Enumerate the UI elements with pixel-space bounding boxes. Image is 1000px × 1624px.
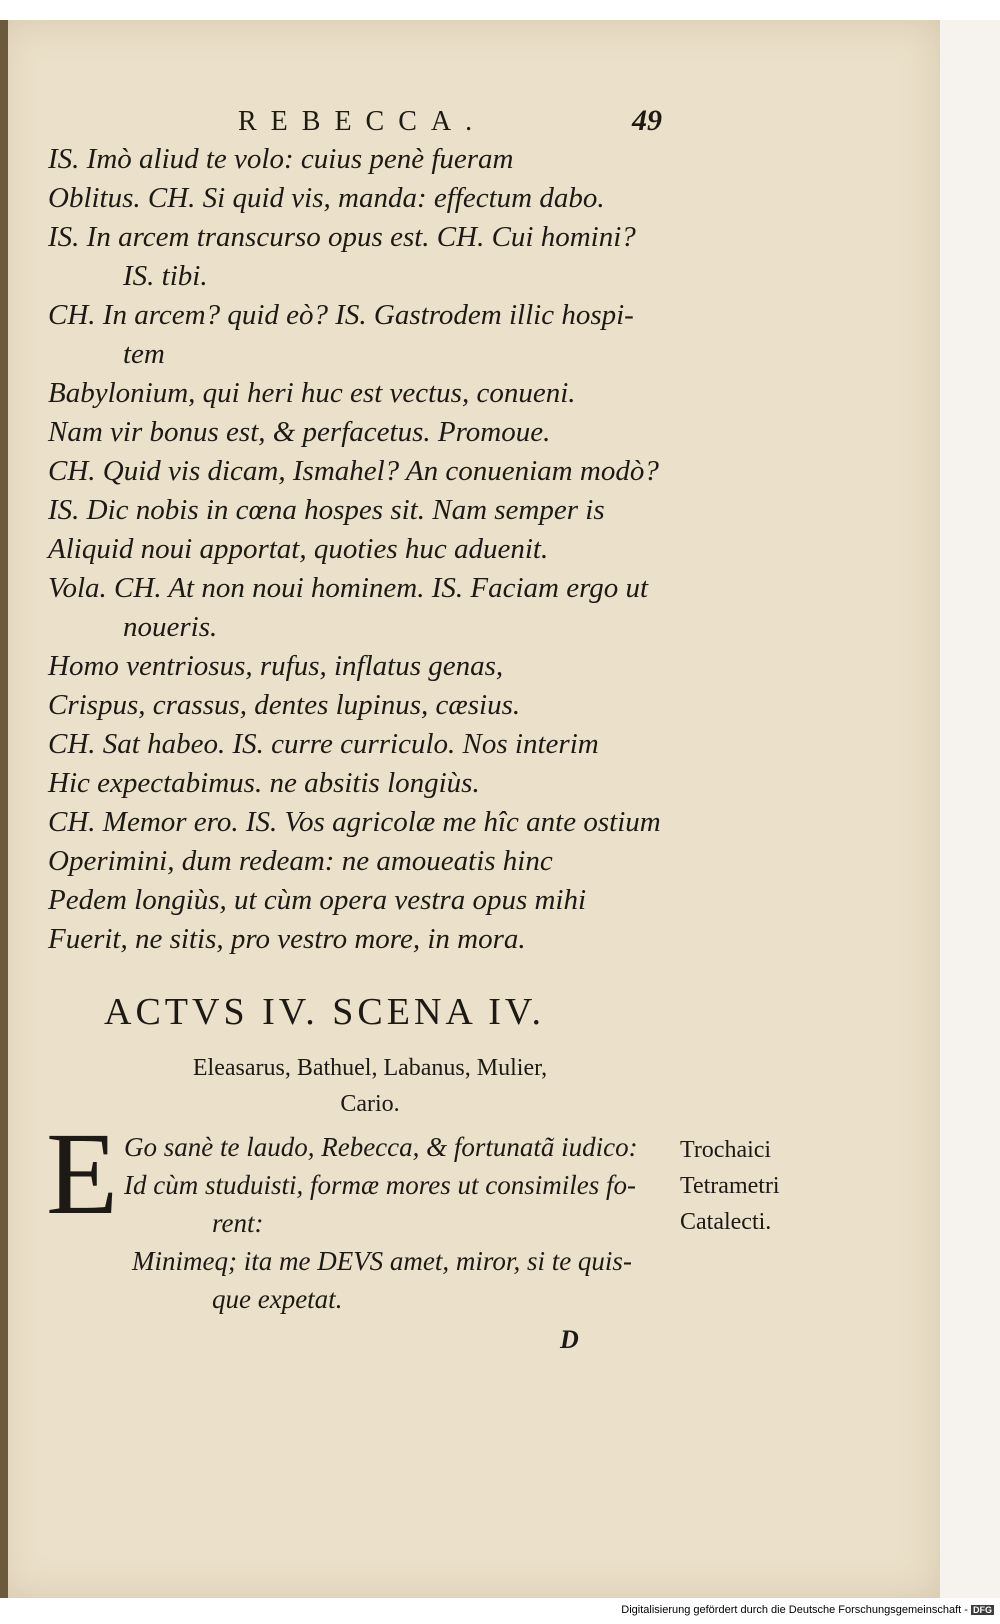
verse-line: Hic expectabimus. ne absitis longiùs.: [48, 767, 480, 799]
page-number: 49: [632, 104, 662, 137]
marginal-note-line: Catalecti.: [680, 1209, 772, 1235]
verse-line: IS. tibi.: [123, 260, 208, 292]
verse-line: IS. Imò aliud te volo: cuius penè fueram: [48, 143, 514, 175]
verse-line: CH. Sat habeo. IS. curre curriculo. Nos interim: [48, 728, 599, 760]
page-margin-right: [940, 20, 1000, 1598]
verse-line: IS. In arcem transcurso opus est. CH. Cui homini?: [48, 221, 636, 253]
act-scene-heading: ACTVS IV. SCENA IV.: [104, 991, 545, 1033]
scene-opening-verse: [124, 1128, 684, 1318]
verse-line: Pedem longiùs, ut cùm opera vestra opus mihi: [48, 884, 587, 916]
verse-line: tem: [123, 338, 165, 370]
verse-line: Crispus, crassus, dentes lupinus, cæsius.: [48, 689, 521, 721]
digitization-credit: [621, 1604, 994, 1616]
personae-line: Eleasarus, Bathuel, Labanus, Mulier,: [192, 1055, 548, 1081]
dfg-logo: DFG: [973, 1605, 992, 1615]
signature-mark: D: [560, 1325, 579, 1354]
verse-line: Fuerit, ne sitis, pro vestro more, in mora.: [48, 923, 526, 955]
verse-line: Operimini, dum redeam: ne amoueatis hinc: [48, 845, 553, 877]
verse-line: Oblitus. CH. Si quid vis, manda: effectum dabo.: [48, 182, 605, 214]
scene-verse-line: Minimeq; ita me DEVS amet, miror, si te quis-: [132, 1246, 632, 1276]
dramatis-personae: [150, 1050, 590, 1122]
page-header: [0, 88, 940, 148]
verse-line: Aliquid noui apportat, quoties huc aduenit.: [48, 533, 549, 565]
binding-edge: [0, 20, 8, 1598]
credit-text: Digitalisierung gefördert durch die Deutsche Forschungsgemeinschaft -: [621, 1604, 968, 1616]
verse-line: Nam vir bonus est, & perfacetus. Promoue.: [48, 416, 551, 448]
verse-line: CH. Quid vis dicam, Ismahel? An conueniam modò?: [48, 455, 659, 487]
marginal-note-line: Trochaici: [680, 1137, 772, 1163]
scene-verse-line: Id cùm studuisti, formæ mores ut consimiles fo-: [124, 1170, 636, 1200]
verse-line: IS. Dic nobis in cœna hospes sit. Nam semper is: [48, 494, 605, 526]
marginal-note: [680, 1132, 780, 1240]
verse-line: noueris.: [123, 611, 218, 643]
dialogue-verse: [48, 140, 688, 959]
scene-verse-line: que expetat.: [212, 1284, 343, 1314]
verse-line: Babylonium, qui heri huc est vectus, conueni.: [48, 377, 576, 409]
running-head: REBECCA.: [238, 106, 487, 137]
personae-line: Cario.: [340, 1091, 400, 1117]
verse-line: CH. Memor ero. IS. Vos agricolæ me hîc ante ostium: [48, 806, 661, 838]
verse-line: Vola. CH. At non noui hominem. IS. Faciam ergo ut: [48, 572, 649, 604]
verse-line: CH. In arcem? quid eò? IS. Gastrodem illic hospi-: [48, 299, 634, 331]
scene-verse-line: rent:: [212, 1208, 264, 1238]
scene-verse-line: Go sanè te laudo, Rebecca, & fortunatã iudico:: [124, 1132, 638, 1162]
marginal-note-line: Tetrametri: [680, 1173, 780, 1199]
drop-cap: E: [46, 1108, 119, 1239]
verse-line: Homo ventriosus, rufus, inflatus genas,: [48, 650, 504, 682]
